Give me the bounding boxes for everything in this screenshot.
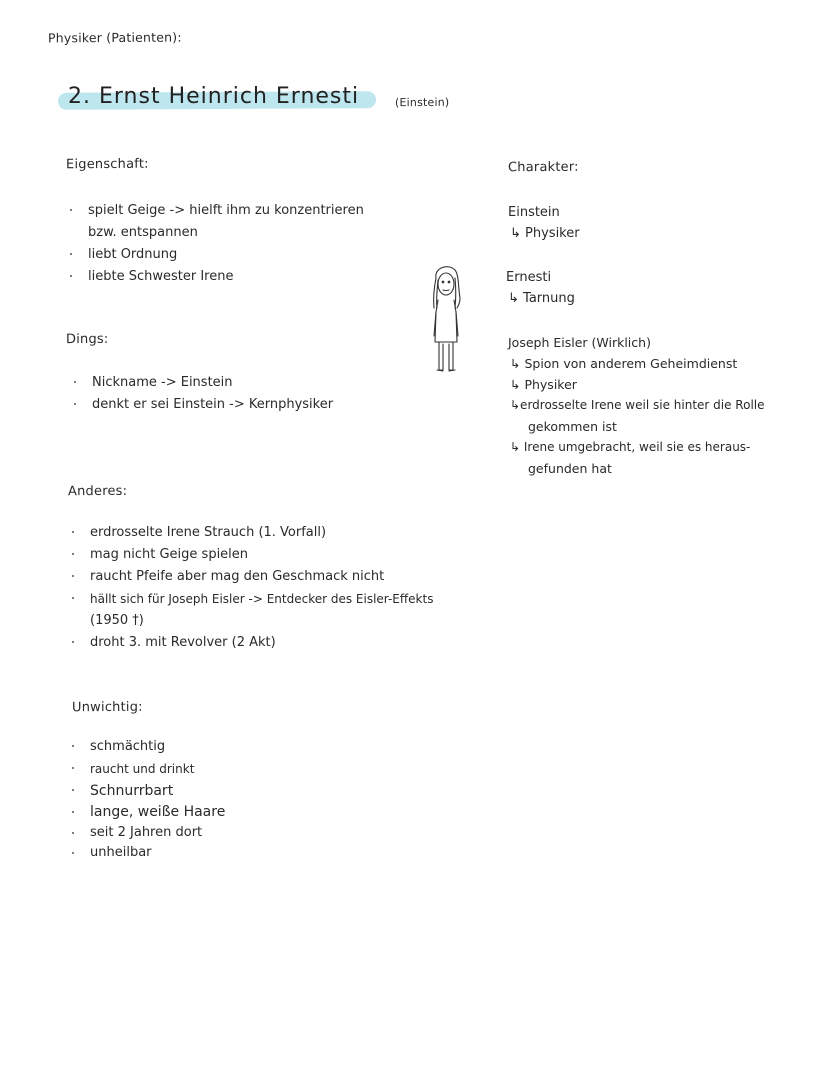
charakter-sub: ↳ Physiker (510, 377, 577, 392)
list-anderes (68, 522, 433, 654)
page-title: 2. Ernst Heinrich Ernesti (68, 84, 360, 109)
bullet-icon (72, 597, 74, 599)
bullet-icon (70, 209, 72, 211)
list-unwichtig (68, 736, 225, 863)
bullet-icon (72, 553, 74, 555)
list-dings (70, 372, 333, 416)
list-item: hällt sich für Joseph Eisler -> Entdecker des Eisler-Effekts (68, 588, 433, 610)
title-block (58, 84, 360, 109)
list-item: raucht Pfeife aber mag den Geschmack nicht (68, 566, 433, 588)
bullet-icon (74, 403, 76, 405)
charakter-name: Ernesti (506, 270, 552, 285)
charakter-sub: ↳ Spion von anderem Geheimdienst (510, 356, 738, 371)
heading-charakter: Charakter: (507, 159, 579, 176)
list-item: raucht und drinkt (68, 758, 225, 780)
bullet-icon (72, 852, 74, 854)
bullet-icon (72, 789, 74, 791)
heading-dings: Dings: (65, 331, 109, 348)
bullet-icon (72, 745, 74, 747)
list-item: mag nicht Geige spielen (68, 544, 433, 566)
list-item: erdrosselte Irene Strauch (1. Vorfall) (68, 522, 433, 544)
list-item: droht 3. mit Revolver (2 Akt) (68, 632, 433, 654)
list-item: lange, weiße Haare (68, 802, 225, 823)
charakter-name: Einstein (508, 205, 560, 220)
bullet-icon (72, 767, 74, 769)
list-item: liebte Schwester Irene (66, 266, 364, 288)
charakter-sub: ↳ Tarnung (508, 291, 575, 306)
list-item: liebt Ordnung (66, 244, 364, 266)
charakter-sub: ↳ Irene umgebracht, weil sie es heraus- (510, 440, 751, 454)
list-item-continuation: (1950 †) (90, 613, 144, 628)
list-item: Nickname -> Einstein (70, 372, 333, 394)
charakter-einstein (508, 203, 580, 244)
charakter-sub: ↳erdrosselte Irene weil sie hinter die Rolle (510, 398, 765, 412)
heading-eigenschaft: Eigenschaft: (65, 156, 149, 173)
charakter-sub: gefunden hat (528, 461, 612, 476)
bullet-icon (70, 253, 72, 255)
list-item-continuation: bzw. entspannen (88, 225, 198, 240)
bullet-icon (72, 832, 74, 834)
list-item: schmächtig (68, 736, 225, 758)
person-sketch-icon (422, 264, 472, 376)
title-note: (Einstein) (394, 95, 450, 110)
list-item: seit 2 Jahren dort (68, 823, 225, 843)
charakter-name: Joseph Eisler (Wirklich) (508, 335, 651, 350)
bullet-icon (72, 641, 74, 643)
list-item: unheilbar (68, 843, 225, 863)
bullet-icon (70, 275, 72, 277)
bullet-icon (72, 531, 74, 533)
charakter-sub: gekommen ist (528, 419, 617, 434)
bullet-icon (74, 381, 76, 383)
bullet-icon (72, 811, 74, 813)
list-item: denkt er sei Einstein -> Kernphysiker (70, 394, 333, 416)
bullet-icon (72, 575, 74, 577)
list-item: Schnurrbart (68, 780, 225, 802)
charakter-sub: ↳ Physiker (510, 226, 580, 241)
list-eigenschaft (66, 200, 364, 288)
page-header-label: Physiker (Patienten): (47, 29, 182, 46)
charakter-eisler (508, 333, 765, 479)
heading-anderes: Anderes: (67, 483, 128, 500)
charakter-ernesti (506, 268, 575, 309)
heading-unwichtig: Unwichtig: (71, 699, 143, 716)
list-item: spielt Geige -> hielft ihm zu konzentrieren (66, 200, 364, 222)
